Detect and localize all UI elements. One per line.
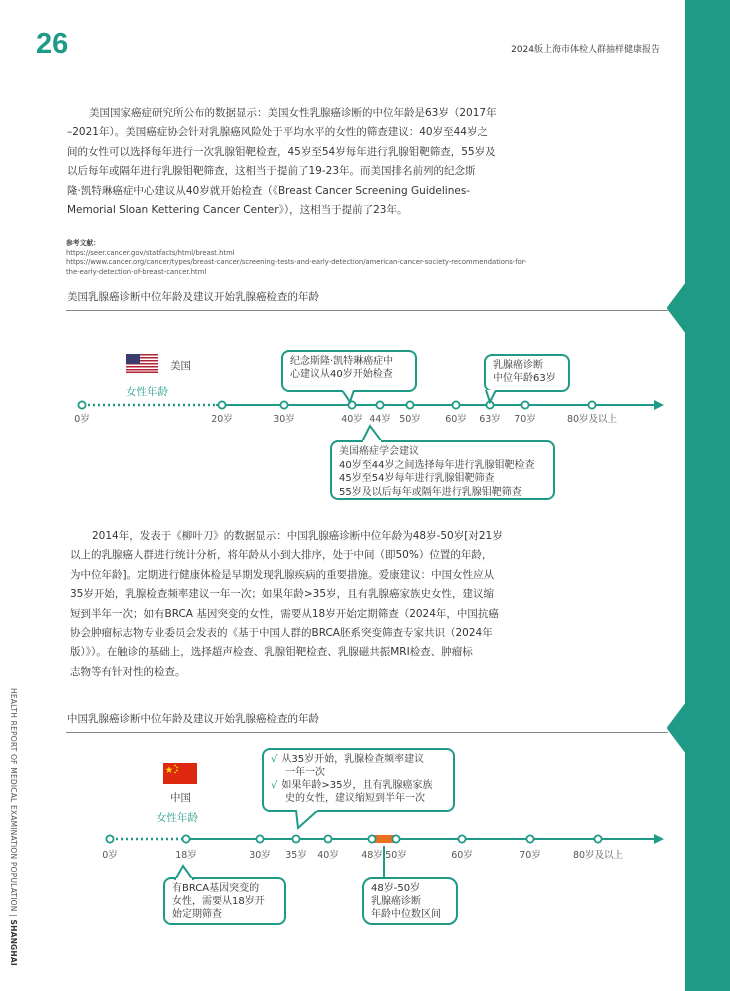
usa-title-rule bbox=[66, 310, 668, 311]
paragraph-line: –2021年）。美国癌症协会针对乳腺癌风险处于平均水平的女性的筛查建议：40岁至44岁之 bbox=[67, 126, 488, 139]
report-title: 2024版上海市体检人群抽样健康报告 bbox=[511, 45, 660, 55]
usa-callout-median-pointer bbox=[484, 390, 500, 404]
china-callout-brca-pointer bbox=[171, 864, 197, 880]
china-axis-name: 女性年龄 bbox=[156, 812, 198, 824]
right-color-band bbox=[685, 0, 730, 991]
paragraph-line: 版）》）。在触诊的基础上，选择超声检查、乳腺钼靶检查、乳腺磁共振MRI检查、肿瘤标 bbox=[70, 646, 473, 659]
china-callout-brca: 有BRCA基因突变的 女性，需要从18岁开 始定期筛查 bbox=[163, 877, 286, 925]
usa-tab-notch bbox=[666, 282, 686, 334]
paragraph-line: 35岁开始，乳腺检查频率建议一年一次；如果年龄>35岁，且有乳腺癌家族史女性，建议缩 bbox=[70, 588, 495, 601]
page-number: 26 bbox=[36, 28, 69, 60]
china-tick-label: 30岁 bbox=[249, 850, 271, 861]
reference-link[interactable]: https://www.cancer.org/cancer/types/breast-cancer/screening-tests-and-early-detection/american-cancer-society-recommendations-for- bbox=[66, 258, 527, 266]
usa-tick-dot bbox=[78, 401, 85, 408]
usa-country-label: 美国 bbox=[170, 360, 191, 372]
usa-tick-label: 20岁 bbox=[211, 414, 233, 425]
usa-tick-label: 0岁 bbox=[74, 414, 90, 425]
usa-tick-dot bbox=[218, 401, 225, 408]
usa-tick-dot bbox=[588, 401, 595, 408]
paragraph-line: 短到半年一次；如有BRCA 基因突变的女性，需要从18岁开始定期筛查（2024年，中国抗癌 bbox=[70, 607, 499, 620]
usa-tick-dot bbox=[376, 401, 383, 408]
paragraph-china bbox=[70, 527, 550, 682]
china-tick-dot bbox=[256, 835, 263, 842]
reference-link[interactable]: https://seer.cancer.gov/statfacts/html/breast.html bbox=[66, 248, 235, 257]
usa-flag bbox=[126, 354, 158, 373]
usa-tick-label: 40岁 bbox=[341, 414, 363, 425]
china-tick-label: 80岁及以上 bbox=[572, 850, 624, 861]
usa-tick-label: 30岁 bbox=[273, 414, 295, 425]
china-tick-dot bbox=[324, 835, 331, 842]
china-tick-dot bbox=[458, 835, 465, 842]
china-tick-dot bbox=[106, 835, 113, 842]
china-tick-label: 48岁 bbox=[361, 850, 383, 861]
china-tick-label: 18岁 bbox=[175, 850, 197, 861]
china-callout-median: 48岁-50岁 乳腺癌诊断 年龄中位数区间 bbox=[362, 877, 458, 925]
callout-item: √ 从35岁开始，乳腺检查频率建议 bbox=[271, 754, 425, 765]
usa-tick-label: 50岁 bbox=[399, 414, 421, 425]
paragraph-line: 2014年，发表于《柳叶刀》的数据显示：中国乳腺癌诊断中位年龄为48岁-50岁[对21岁 bbox=[92, 530, 503, 542]
china-callout-35-pointer bbox=[290, 810, 330, 832]
paragraph-line: 隆·凯特琳癌症中心建议从40岁就开始检查（《Breast Cancer Screening Guidelines- bbox=[67, 184, 471, 197]
china-tick-dot bbox=[594, 835, 601, 842]
paragraph-line: 间的女性可以选择每年进行一次乳腺钼靶检查，45岁至54岁每年进行乳腺钼靶筛查，55岁及 bbox=[67, 145, 496, 158]
usa-tick-label: 60岁 bbox=[445, 414, 467, 425]
china-chart-title: 中国乳腺癌诊断中位年龄及建议开始乳腺癌检查的年龄 bbox=[67, 713, 319, 725]
usa-tick-label: 70岁 bbox=[514, 414, 536, 425]
usa-tick-label: 63岁 bbox=[479, 414, 501, 425]
usa-callout-msk: 纪念斯隆·凯特琳癌症中 心建议从40岁开始检查 bbox=[281, 350, 417, 392]
usa-tick-dot bbox=[521, 401, 528, 408]
references bbox=[66, 239, 536, 277]
reference-link[interactable]: the-early-detection-of-breast-cancer.html bbox=[66, 267, 207, 276]
china-tick-dot bbox=[182, 835, 189, 842]
china-tick-label: 70岁 bbox=[519, 850, 541, 861]
paragraph-usa bbox=[67, 104, 547, 220]
china-tick-dot bbox=[526, 835, 533, 842]
usa-axis-name: 女性年龄 bbox=[126, 386, 168, 398]
china-tab-notch bbox=[666, 702, 686, 754]
usa-tick-label: 80岁及以上 bbox=[566, 414, 618, 425]
china-tick-dot bbox=[292, 835, 299, 842]
usa-chart-title: 美国乳腺癌诊断中位年龄及建议开始乳腺癌检查的年龄 bbox=[67, 291, 319, 303]
china-flag bbox=[163, 763, 197, 784]
sidebar-city: SHANGHAI bbox=[9, 919, 18, 966]
usa-tick-dot bbox=[280, 401, 287, 408]
paragraph-line: 以上的乳腺癌人群进行统计分析，将年龄从小到大排序，处于中间（即50%）位置的年龄， bbox=[70, 549, 493, 562]
references-label: 参考文献： bbox=[66, 239, 100, 247]
paragraph-line: Memorial Sloan Kettering Cancer Center》），这相当于提前了23年。 bbox=[67, 204, 408, 217]
paragraph-line: 美国国家癌症研究所公布的数据显示：美国女性乳腺癌诊断的中位年龄是63岁（2017年 bbox=[89, 107, 497, 119]
usa-callout-acs: 美国癌症学会建议 40岁至44岁之间选择每年进行乳腺钼靶检查 45岁至54岁每年进行乳腺钼靶筛查 55岁及以后每年或隔年进行乳腺钼靶筛查 bbox=[330, 440, 555, 500]
sidebar-report-name: HEALTH REPORT OF MEDICAL EXAMINATION POPULATION bbox=[9, 688, 18, 912]
china-tick-dot bbox=[368, 835, 375, 842]
usa-arrow-head bbox=[654, 400, 664, 410]
usa-tick-label: 44岁 bbox=[369, 414, 391, 425]
usa-callout-acs-pointer bbox=[358, 424, 388, 442]
china-tick-label: 0岁 bbox=[102, 850, 118, 861]
china-arrow-head bbox=[654, 834, 664, 844]
china-callout-35: √ 从35岁开始，乳腺检查频率建议 一年一次 √ 如果年龄>35岁，且有乳腺癌家族 史的女性，建议缩短到半年一次 bbox=[262, 748, 455, 812]
paragraph-line: 协会肿瘤标志物专业委员会发表的《基于中国人群的BRCA胚系突变筛查专家共识（2024年 bbox=[70, 627, 493, 640]
china-title-rule bbox=[66, 732, 668, 733]
china-median-connector bbox=[383, 846, 385, 877]
usa-callout-msk-pointer bbox=[340, 390, 360, 404]
callout-item: √ 如果年龄>35岁，且有乳腺癌家族 bbox=[271, 780, 433, 791]
usa-callout-median: 乳腺癌诊断 中位年龄63岁 bbox=[484, 354, 570, 392]
paragraph-line: 以后每年或隔年进行乳腺钼靶筛查，这相当于提前了19-23年。而美国排名前列的纪念斯 bbox=[67, 165, 476, 178]
china-tick-label: 40岁 bbox=[317, 850, 339, 861]
china-tick-dot bbox=[392, 835, 399, 842]
paragraph-line: 为中位年龄]。定期进行健康体检是早期发现乳腺疾病的重要措施。爱康建议：中国女性应从 bbox=[70, 568, 495, 581]
china-country-label: 中国 bbox=[170, 792, 191, 804]
usa-tick-dot bbox=[452, 401, 459, 408]
china-tick-label: 35岁 bbox=[285, 850, 307, 861]
china-tick-label: 60岁 bbox=[451, 850, 473, 861]
paragraph-line: 志物等有针对性的检查。 bbox=[70, 665, 186, 678]
usa-tick-dot bbox=[406, 401, 413, 408]
sidebar-vertical-text: HEALTH REPORT OF MEDICAL EXAMINATION POPULATION | SHANGHAI bbox=[9, 688, 18, 966]
china-tick-label: 50岁 bbox=[385, 850, 407, 861]
